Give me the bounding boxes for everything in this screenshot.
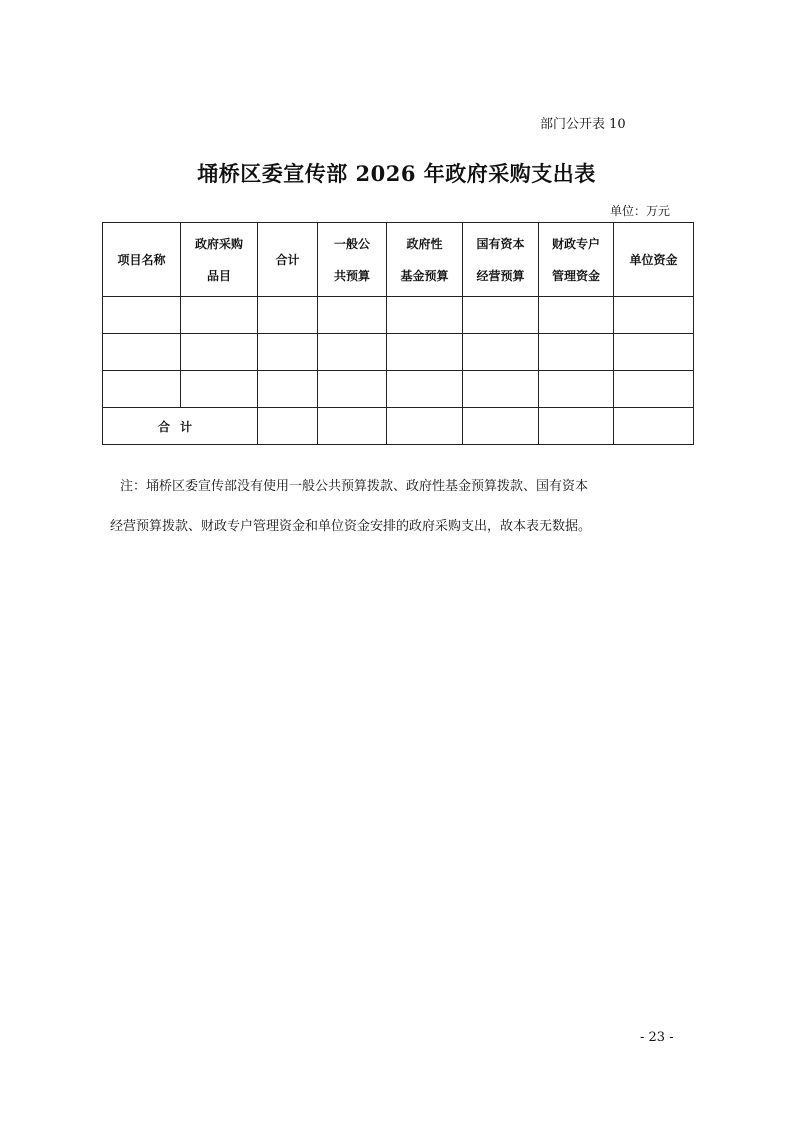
- table-cell: [387, 297, 463, 334]
- col-header-special-account-funds: 财政专户 管理资金: [539, 223, 614, 297]
- table-cell: [181, 371, 258, 408]
- total-row: [103, 408, 694, 445]
- table-cell: [318, 371, 387, 408]
- total-cell: [258, 408, 318, 445]
- table-cell: [387, 334, 463, 371]
- table-cell: [463, 297, 539, 334]
- table-cell: [539, 334, 614, 371]
- table-row: [103, 371, 694, 408]
- total-cell: [463, 408, 539, 445]
- col-header-government-fund-budget: 政府性 基金预算: [387, 223, 463, 297]
- table-cell: [463, 371, 539, 408]
- table-cell: [258, 334, 318, 371]
- page-label: 部门公开表 10: [540, 117, 626, 132]
- col-header-general-budget: 一般公 共预算: [318, 223, 387, 297]
- note-line-2: 经营预算拨款、财政专户管理资金和单位资金安排的政府采购支出，故本表无数据。: [110, 519, 592, 534]
- col-header-total: 合计: [258, 223, 318, 297]
- total-cell: [387, 408, 463, 445]
- table-cell: [539, 371, 614, 408]
- col-header-unit-funds: 单位资金: [614, 223, 694, 297]
- table-cell: [318, 297, 387, 334]
- total-cell: [614, 408, 694, 445]
- page-title: 埇桥区委宣传部 2026 年政府采购支出表: [197, 161, 596, 186]
- col-header-state-capital-budget: 国有资本 经营预算: [463, 223, 539, 297]
- table-cell: [387, 371, 463, 408]
- total-cell: [318, 408, 387, 445]
- table-cell: [463, 334, 539, 371]
- table-cell: [181, 334, 258, 371]
- table-cell: [103, 371, 181, 408]
- table-cell: [614, 371, 694, 408]
- table-cell: [258, 297, 318, 334]
- table-row: [103, 334, 694, 371]
- page-number: - 23 -: [640, 1030, 674, 1045]
- table-header-row: [103, 223, 694, 297]
- col-header-project-name: 项目名称: [103, 223, 181, 297]
- table-cell: [103, 334, 181, 371]
- note: [110, 467, 690, 547]
- table-row: [103, 297, 694, 334]
- note-line-1: 注：埇桥区委宣传部没有使用一般公共预算拨款、政府性基金预算拨款、国有资本: [120, 479, 589, 494]
- col-header-procurement-category: 政府采购 品目: [181, 223, 258, 297]
- unit-label: 单位：万元: [610, 204, 671, 218]
- table-cell: [258, 371, 318, 408]
- table-cell: [318, 334, 387, 371]
- procurement-table: [102, 222, 694, 445]
- table-cell: [614, 297, 694, 334]
- table-cell: [103, 297, 181, 334]
- table-cell: [539, 297, 614, 334]
- table-cell: [181, 297, 258, 334]
- total-cell: [539, 408, 614, 445]
- table-cell: [614, 334, 694, 371]
- total-label: 合计: [103, 408, 258, 445]
